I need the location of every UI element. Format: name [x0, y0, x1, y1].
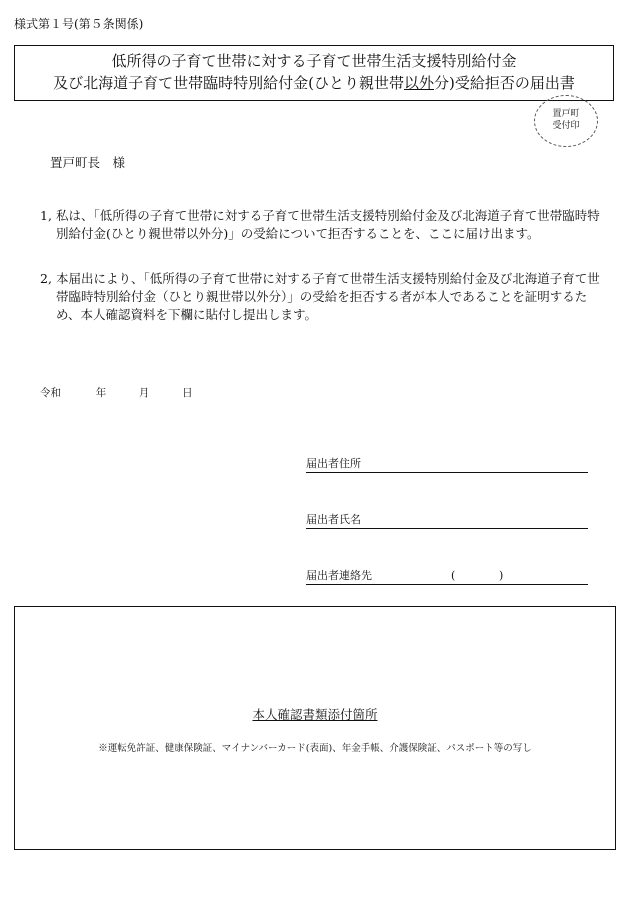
contact-paren-open: ( — [451, 569, 456, 582]
date-field[interactable] — [40, 385, 193, 400]
stamp-label-town: 置戸町 — [552, 109, 580, 119]
paragraph-number: 2, — [40, 271, 52, 286]
date-month-label: 月 — [138, 387, 150, 399]
paragraph-text: 本届出により、「低所得の子育て世帯に対する子育て世帯生活支援特別給付金及び北海道子育て世帯臨時特別給付金（ひとり親世帯以外分）」の受給を拒否する者が本人であることを証明するため、本人確認資料を下欄に貼付し提出します。 — [56, 271, 600, 322]
applicant-address-label: 届出者住所 — [306, 457, 361, 470]
form-title-line-2 — [15, 72, 613, 94]
applicant-address-field[interactable] — [306, 457, 588, 473]
declaration-paragraph-2 — [40, 270, 600, 324]
addressee: 置戸町長 様 — [50, 155, 126, 170]
stamp-label-receipt: 受付印 — [552, 121, 580, 131]
attachment-note: ※運転免許証、健康保険証、マイナンバーカード(表面)、年金手帳、介護保険証、パスポート等の写し — [98, 743, 532, 754]
attachment-title-text: 本人確認書類添付箇所 — [252, 707, 378, 722]
date-era: 令和 — [40, 387, 61, 399]
date-day-label: 日 — [182, 387, 193, 399]
paragraph-text: 私は、「低所得の子育て世帯に対する子育て世帯生活支援特別給付金及び北海道子育て世帯臨時特別給付金(ひとり親世帯以外分)」の受給について拒否することを、ここに届け出ます。 — [56, 208, 600, 241]
paragraph-number: 1, — [40, 208, 52, 223]
form-number: 様式第１号(第５条関係) — [14, 17, 144, 31]
contact-paren-close: ) — [499, 569, 504, 582]
attachment-title — [15, 705, 615, 723]
form-title-line-1: 低所得の子育て世帯に対する子育て世帯生活支援特別給付金 — [111, 52, 517, 70]
applicant-contact-field[interactable] — [306, 569, 588, 585]
declaration-paragraph-1 — [40, 207, 600, 243]
applicant-name-label: 届出者氏名 — [306, 513, 361, 526]
applicant-name-field[interactable] — [306, 513, 588, 529]
form-title-line-2-post: 分)受給拒否の届出書 — [434, 74, 575, 92]
form-title-box — [14, 45, 614, 101]
reception-stamp-area — [534, 95, 598, 147]
form-title-underlined-word: 以外 — [403, 74, 434, 92]
date-year-label: 年 — [95, 387, 107, 399]
id-document-attachment-area[interactable] — [14, 606, 616, 850]
applicant-contact-label: 届出者連絡先 — [306, 569, 372, 582]
form-title-line-2-pre: 及び北海道子育て世帯臨時特別給付金(ひとり親世帯 — [53, 74, 404, 92]
